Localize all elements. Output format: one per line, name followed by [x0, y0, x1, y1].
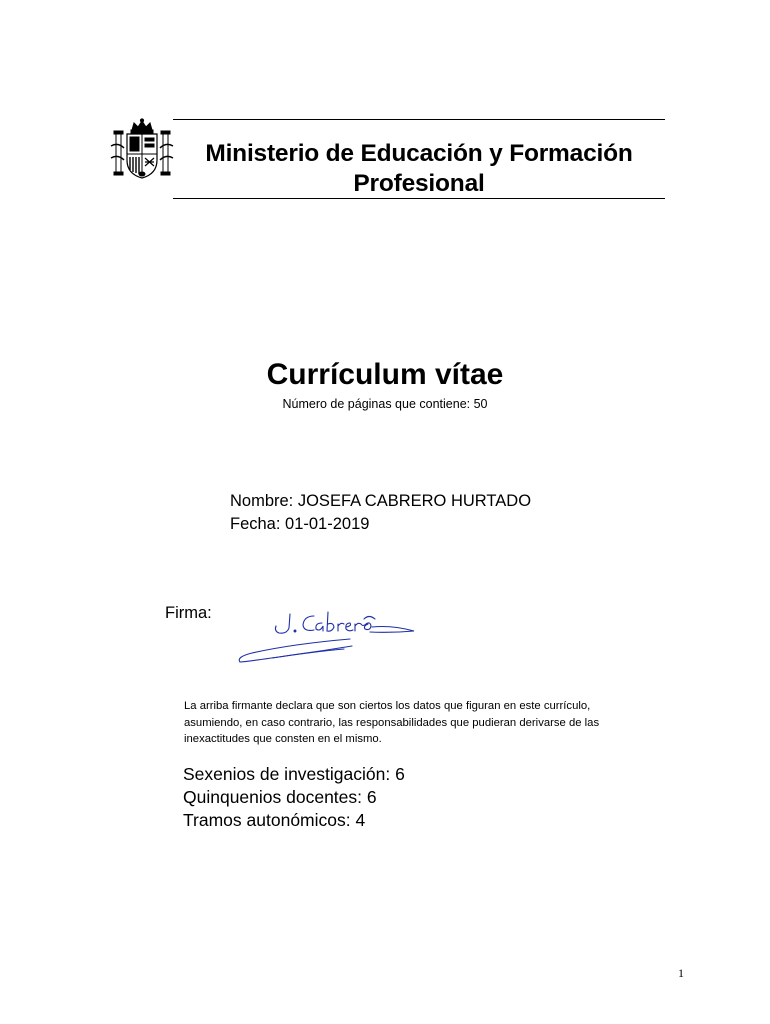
- cv-title: Currículum vítae: [266, 358, 504, 391]
- handwritten-signature: [232, 606, 418, 668]
- ministry-heading: [173, 139, 665, 199]
- page-number: 1: [678, 966, 684, 980]
- tramos-line: Tramos autonómicos: 4: [183, 810, 366, 830]
- declaration-line-3: inexactitudes que consten en el mismo.: [184, 733, 382, 745]
- signature-label: Firma:: [165, 604, 212, 622]
- spanish-coat-of-arms-icon: [110, 118, 174, 180]
- declaration-line-2: asumiendo, en caso contrario, las responsabilidades que pudieran derivarse de las: [184, 716, 600, 729]
- sexenios-line: Sexenios de investigación: 6: [183, 764, 405, 784]
- quinquenios-line: Quinquenios docentes: 6: [183, 787, 377, 807]
- declaration-paragraph: [184, 698, 624, 748]
- merits-block: [183, 763, 405, 832]
- identity-block: [230, 490, 531, 536]
- date-line: Fecha: 01-01-2019: [230, 515, 370, 533]
- name-line: Nombre: JOSEFA CABRERO HURTADO: [230, 492, 532, 510]
- ministry-line-1: Ministerio de Educación y Formación: [205, 140, 633, 167]
- page-count-note: Número de páginas que contiene: 50: [282, 397, 488, 411]
- ministry-line-2: Profesional: [353, 170, 485, 197]
- declaration-line-1: La arriba firmante declara que son ciertos los datos que figuran en este currículo,: [184, 700, 591, 712]
- header-top-rule: [173, 119, 665, 120]
